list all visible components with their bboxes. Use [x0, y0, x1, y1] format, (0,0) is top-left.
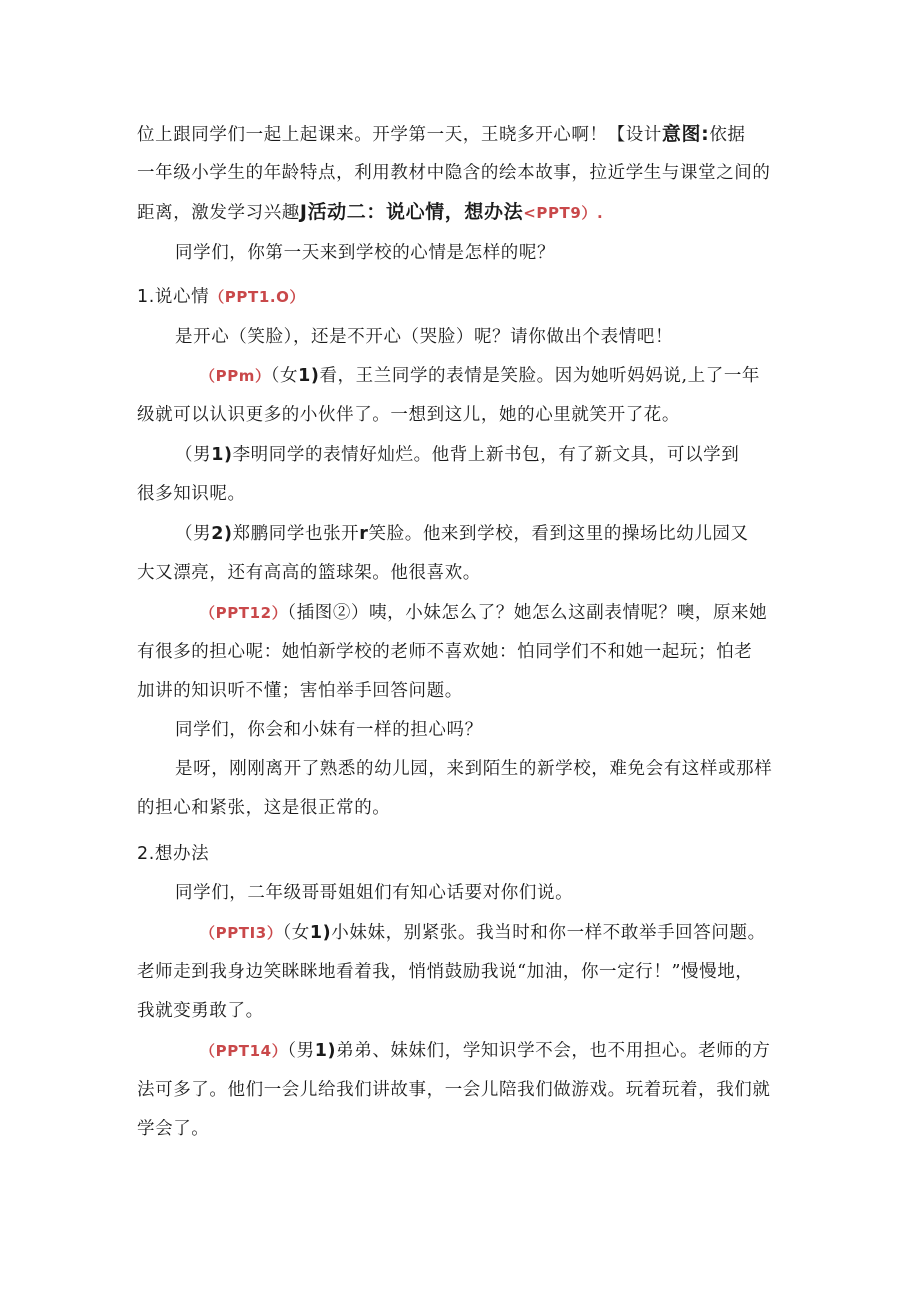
- s2c-line-3: 学会了。: [137, 1119, 210, 1139]
- para-1-line-1: 位上跟同学们一起上起课来。开学第一天，王晓多开心啊！【设计意图:依据: [137, 123, 746, 145]
- ppt-ref: （PPT1.O）: [209, 288, 306, 306]
- s2b-line-3: 我就变勇敢了。: [137, 1001, 264, 1021]
- s1e-line-3: 加讲的知识听不懂；害怕举手回答问题。: [137, 681, 463, 701]
- s1f: 同学们，你会和小妹有一样的担心吗？: [175, 720, 483, 740]
- s2c-line-1: （PPT14）（男1)弟弟、妹妹们，学知识学不会，也不用担心。老师的方: [200, 1041, 771, 1061]
- ppt-ref: （PPT12）: [200, 604, 288, 622]
- s2b-line-1: （PPTI3）（女1)小妹妹，别紧张。我当时和你一样不敢举手回答问题。: [200, 923, 766, 943]
- s1e-line-1: （PPT12）（插图②）咦，小妹怎么了？她怎么这副表情呢？噢，原来她: [200, 603, 768, 623]
- question-1: 同学们，你第一天来到学校的心情是怎样的呢？: [175, 243, 556, 263]
- s1e-line-2: 有很多的担心呢：她怕新学校的老师不喜欢她：怕同学们不和她一起玩；怕老: [137, 642, 753, 662]
- s2b-line-2: 老师走到我身边笑眯眯地看着我，悄悄鼓励我说“加油，你一定行！”慢慢地，: [137, 962, 754, 982]
- ppt-ref: （PPm）: [200, 367, 271, 385]
- para-1-line-3: 距离，激发学习兴趣J活动二：说心情，想办法<PPT9）.: [137, 201, 604, 223]
- ppt-ref: （PPT14）: [200, 1042, 288, 1060]
- s1b-line-2: 级就可以认识更多的小伙伴了。一想到这儿，她的心里就笑开了花。: [137, 405, 680, 425]
- ppt-ref: （PPTI3）: [200, 924, 283, 942]
- s1c-line-1: （男1)李明同学的表情好灿烂。他背上新书包，有了新文具，可以学到: [175, 445, 740, 465]
- s1d-line-2: 大又漂亮，还有高高的篮球架。他很喜欢。: [137, 563, 481, 583]
- s1b-line-1: （PPm）（女1)看，王兰同学的表情是笑脸。因为她听妈妈说,上了一年: [200, 366, 761, 386]
- s1c-line-2: 很多知识呢。: [137, 484, 246, 504]
- section-2-heading: 2.想办法: [137, 844, 210, 864]
- s2c-line-2: 法可多了。他们一会儿给我们讲故事，一会儿陪我们做游戏。玩着玩着，我们就: [137, 1080, 771, 1100]
- s1g-line-1: 是呀，刚刚离开了熟悉的幼儿园，来到陌生的新学校，难免会有这样或那样: [175, 759, 773, 779]
- section-1-heading: 1.说心情（PPT1.O）: [137, 287, 306, 307]
- para-1-line-2: 一年级小学生的年龄特点，利用教材中隐含的绘本故事，拉近学生与课堂之间的: [137, 163, 771, 183]
- s1g-line-2: 的担心和紧张，这是很正常的。: [137, 798, 391, 818]
- s1a: 是开心（笑脸），还是不开心（哭脸）呢？请你做出个表情吧！: [175, 327, 674, 347]
- s2a: 同学们，二年级哥哥姐姐们有知心话要对你们说。: [175, 883, 574, 903]
- ppt-ref: <PPT9）.: [523, 204, 604, 222]
- activity-two-heading: J活动二：说心情，想办法: [299, 201, 524, 223]
- design-intent-heading: 意图:: [661, 123, 710, 145]
- s1d-line-1: （男2)郑鹏同学也张开r笑脸。他来到学校，看到这里的操场比幼儿园又: [175, 524, 749, 544]
